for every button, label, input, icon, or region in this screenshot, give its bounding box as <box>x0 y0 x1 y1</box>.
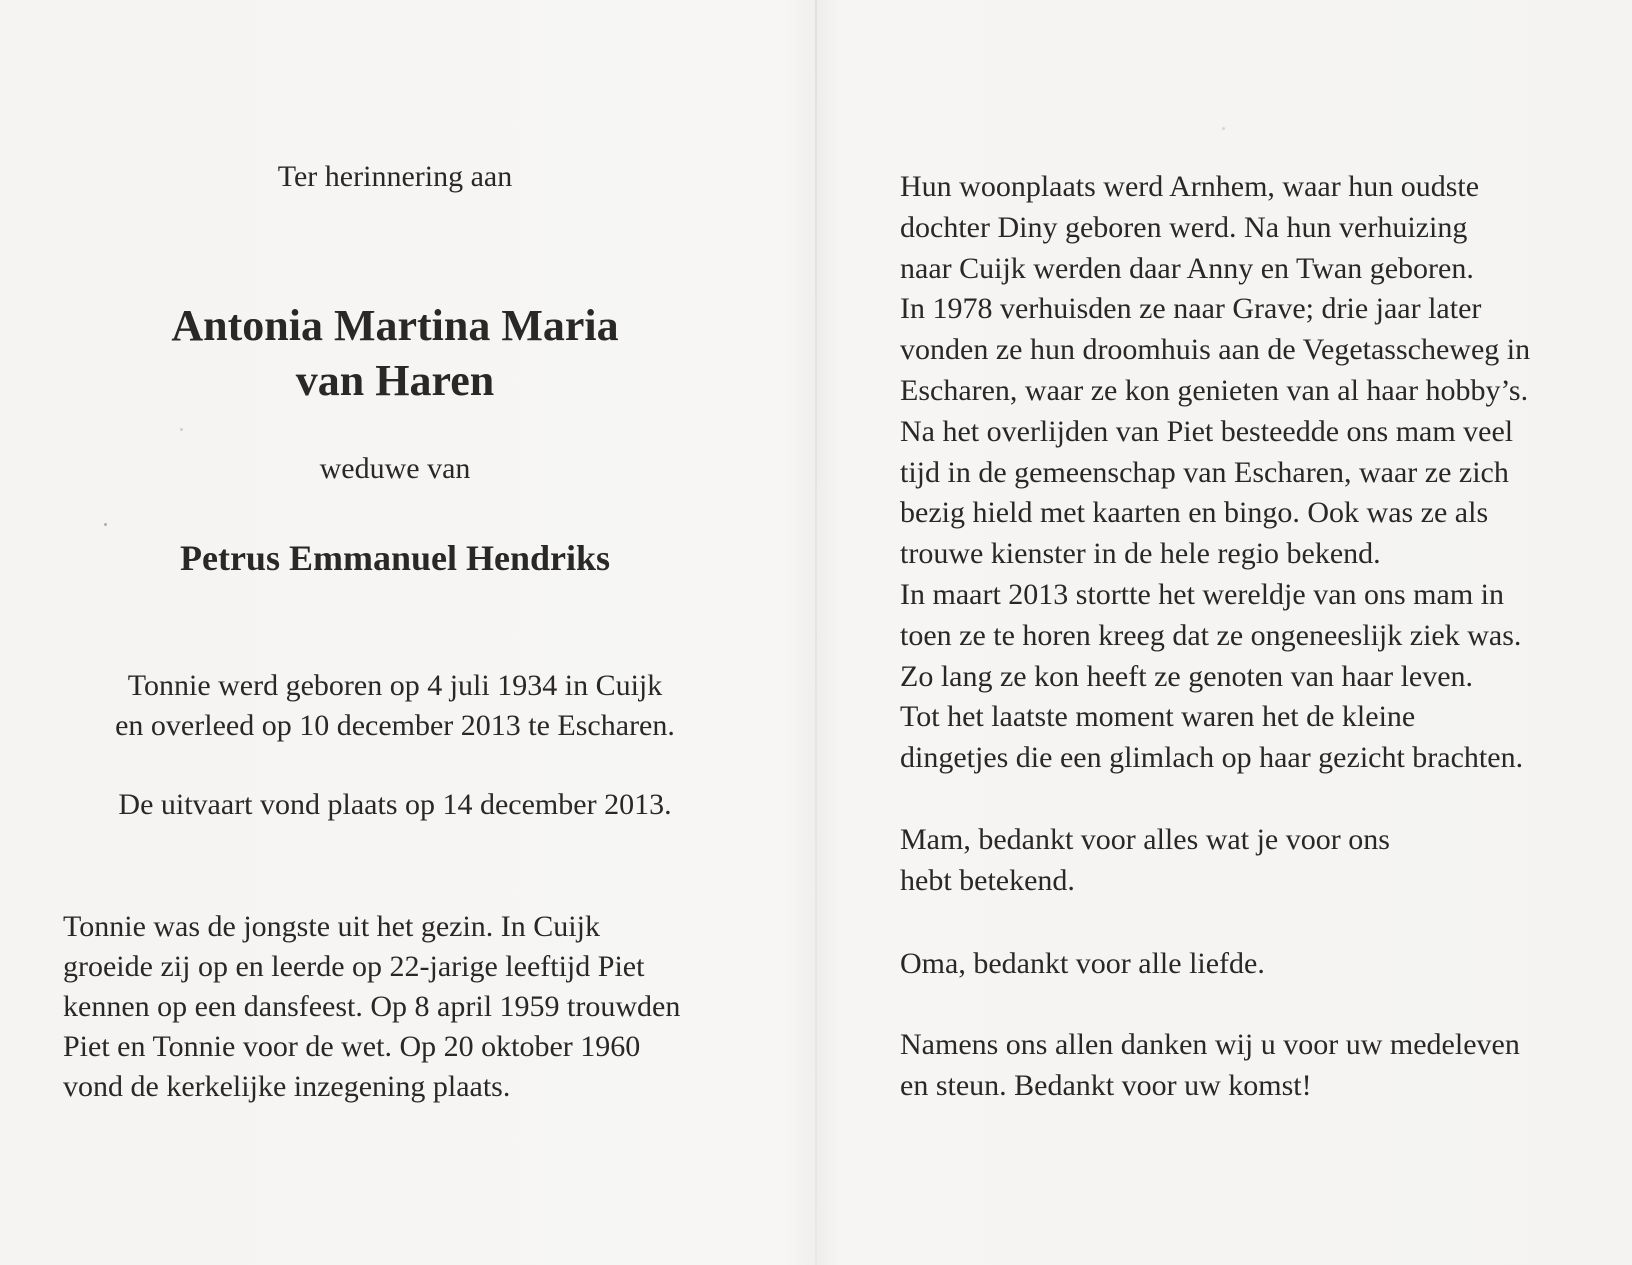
funeral-date: De uitvaart vond plaats op 14 december 2013. <box>118 788 672 821</box>
life-dates-line: en overleed op 10 december 2013 te Escharen. <box>115 708 675 742</box>
story-line: Hun woonplaats werd Arnhem, waar hun oudste <box>900 170 1480 203</box>
thanks-all <box>900 1025 1620 1107</box>
deceased-name-line: Antonia Martina Maria <box>171 301 619 350</box>
story-line: Tonnie was de jongste uit het gezin. In Cuijk <box>63 910 600 943</box>
thanks-line: hebt betekend. <box>900 863 1075 897</box>
story-line: vonden ze hun droomhuis aan de Vegetasscheweg in <box>900 333 1531 367</box>
story-line: naar Cuijk werden daar Anny en Twan geboren. <box>900 251 1474 285</box>
story-line: In maart 2013 stortte het wereldje van ons mam in <box>900 577 1504 611</box>
story-line: Piet en Tonnie voor de wet. Op 20 oktober 1960 <box>63 1029 641 1063</box>
story-line: dingetjes die een glimlach op haar gezicht brachten. <box>900 741 1524 775</box>
remembrance-intro: Ter herinnering aan <box>277 160 513 193</box>
story-line: toen ze te horen kreeg dat ze ongeneeslijk ziek was. <box>900 618 1522 652</box>
story-line: bezig hield met kaarten en bingo. Ook was ze als <box>900 496 1489 530</box>
story-line: dochter Diny geboren werd. Na hun verhuizing <box>900 210 1468 244</box>
spouse-name: Petrus Emmanuel Hendriks <box>179 538 610 578</box>
story-line: vond de kerkelijke inzegening plaats. <box>63 1069 511 1103</box>
life-story-part-1 <box>63 907 763 1106</box>
thanks-line: Mam, bedankt voor alles wat je voor ons <box>900 823 1390 856</box>
story-line: In 1978 verhuisden ze naar Grave; drie jaar later <box>900 292 1482 326</box>
life-dates-line: Tonnie werd geboren op 4 juli 1934 in Cuijk <box>127 669 663 702</box>
story-line: tijd in de gemeenschap van Escharen, waar ze zich <box>900 455 1509 489</box>
deceased-name <box>40 298 750 408</box>
deceased-name-line: van Haren <box>295 356 495 405</box>
thanks-mam <box>900 820 1620 902</box>
story-line: kennen op een dansfeest. Op 8 april 1959 trouwden <box>63 989 681 1023</box>
story-line: groeide zij op en leerde op 22-jarige leeftijd Piet <box>63 949 645 983</box>
story-line: Zo lang ze kon heeft ze genoten van haar leven. <box>900 659 1474 693</box>
thanks-line: Namens ons allen danken wij u voor uw medeleven <box>900 1028 1520 1061</box>
right-panel <box>817 0 1632 1265</box>
life-story-part-2 <box>900 167 1620 779</box>
thanks-line: en steun. Bedankt voor uw komst! <box>900 1068 1312 1102</box>
story-line: Escharen, waar ze kon genieten van al haar hobby’s. <box>900 373 1529 407</box>
left-panel <box>0 0 815 1265</box>
story-line: Tot het laatste moment waren het de kleine <box>900 700 1416 734</box>
thanks-oma: Oma, bedankt voor alle liefde. <box>900 947 1265 980</box>
story-line: Na het overlijden van Piet besteedde ons mam veel <box>900 414 1514 448</box>
life-dates <box>40 666 750 746</box>
story-line: trouwe kienster in de hele regio bekend. <box>900 537 1381 571</box>
widow-label: weduwe van <box>319 452 471 485</box>
